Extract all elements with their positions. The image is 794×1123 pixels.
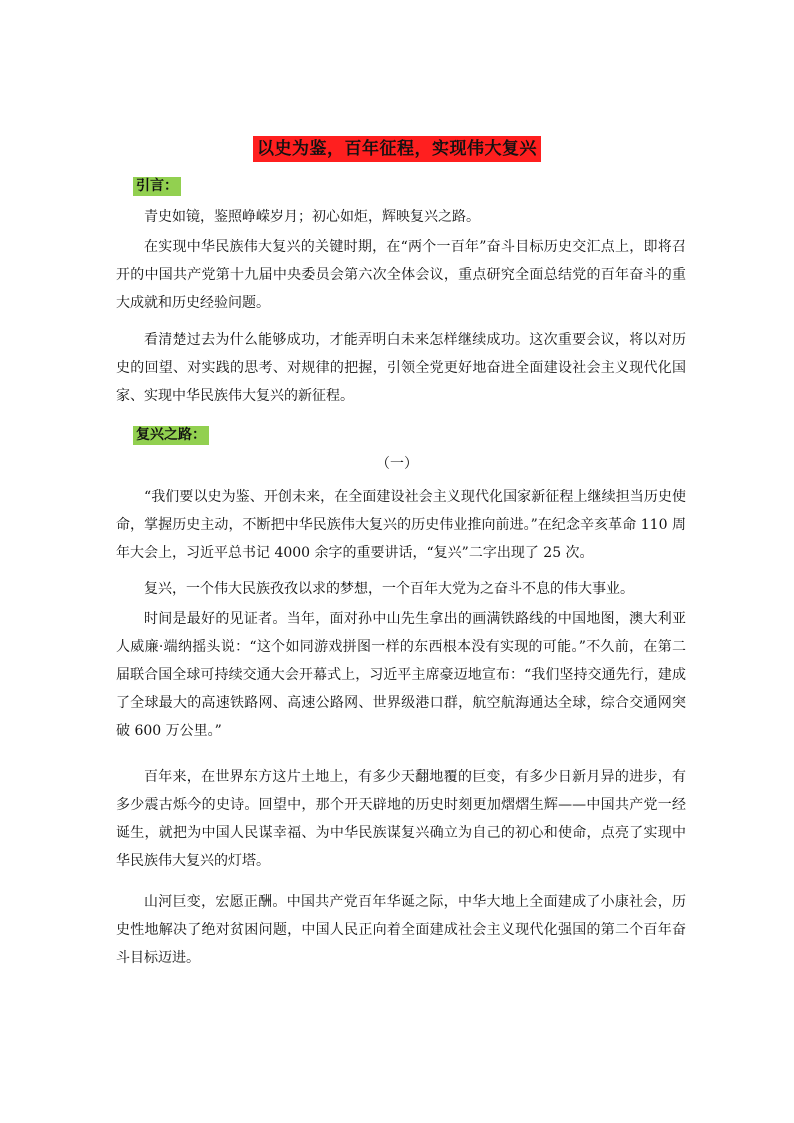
- part-marker: （一）: [376, 456, 418, 472]
- paragraph-2: 在实现中华民族伟大复兴的关键时期，在“两个一百年”奋斗目标历史交汇点上，即将召开的中国共产党第十九届中央委员会第六次全体会议，重点研究全面总结党的百年奋斗的重大成就和历史经验问题。: [116, 239, 686, 311]
- paragraph-1: 青史如镜，鉴照峥嵘岁月；初心如炬，辉映复兴之路。: [144, 209, 480, 225]
- paragraph-4: “我们要以史为鉴、开创未来，在全面建设社会主义现代化国家新征程上继续担当历史使命，掌握历史主动，不断把中华民族伟大复兴的历史伟业推向前进。”在纪念辛亥革命 110 周年大会上，习近平总书记 4000 余字的重要讲话，“复兴”二字出现了 25 次。: [116, 489, 686, 561]
- paragraph-8: 山河巨变，宏愿正酬。中国共产党百年华诞之际，中华大地上全面建成了小康社会，历史性地解决了绝对贫困问题，中国人民正向着全面建成社会主义现代化强国的第二个百年奋斗目标迈进。: [116, 894, 686, 966]
- title-row: [0, 136, 794, 162]
- paragraph-5: 复兴，一个伟大民族孜孜以求的梦想，一个百年大党为之奋斗不息的伟大事业。: [144, 581, 634, 597]
- section-heading-road: 复兴之路：: [133, 426, 209, 445]
- paragraph-3: 看清楚过去为什么能够成功，才能弄明白未来怎样继续成功。这次重要会议，将以对历史的回望、对实践的思考、对规律的把握，引领全党更好地奋进全面建设社会主义现代化国家、实现中华民族伟大复兴的新征程。: [116, 332, 686, 404]
- section-heading-intro: 引言：: [133, 177, 181, 196]
- paragraph-6: 时间是最好的见证者。当年，面对孙中山先生拿出的画满铁路线的中国地图，澳大利亚人威廉·端纳摇头说：“这个如同游戏拼图一样的东西根本没有实现的可能。”不久前，在第二届联合国全球可持续交通大会开幕式上，习近平主席豪迈地宣布：“我们坚持交通先行，建成了全球最大的高速铁路网、高速公路网、世界级港口群，航空航海通达全球，综合交通网突破 600 万公里。”: [116, 611, 686, 739]
- paragraph-7: 百年来，在世界东方这片土地上，有多少天翻地覆的巨变，有多少日新月异的进步，有多少震古烁今的史诗。回望中，那个开天辟地的历史时刻更加熠熠生辉——中国共产党一经诞生，就把为中国人民谋幸福、为中华民族谋复兴确立为自己的初心和使命，点亮了实现中华民族伟大复兴的灯塔。: [116, 769, 686, 869]
- page-title: 以史为鉴，百年征程，实现伟大复兴: [253, 136, 541, 162]
